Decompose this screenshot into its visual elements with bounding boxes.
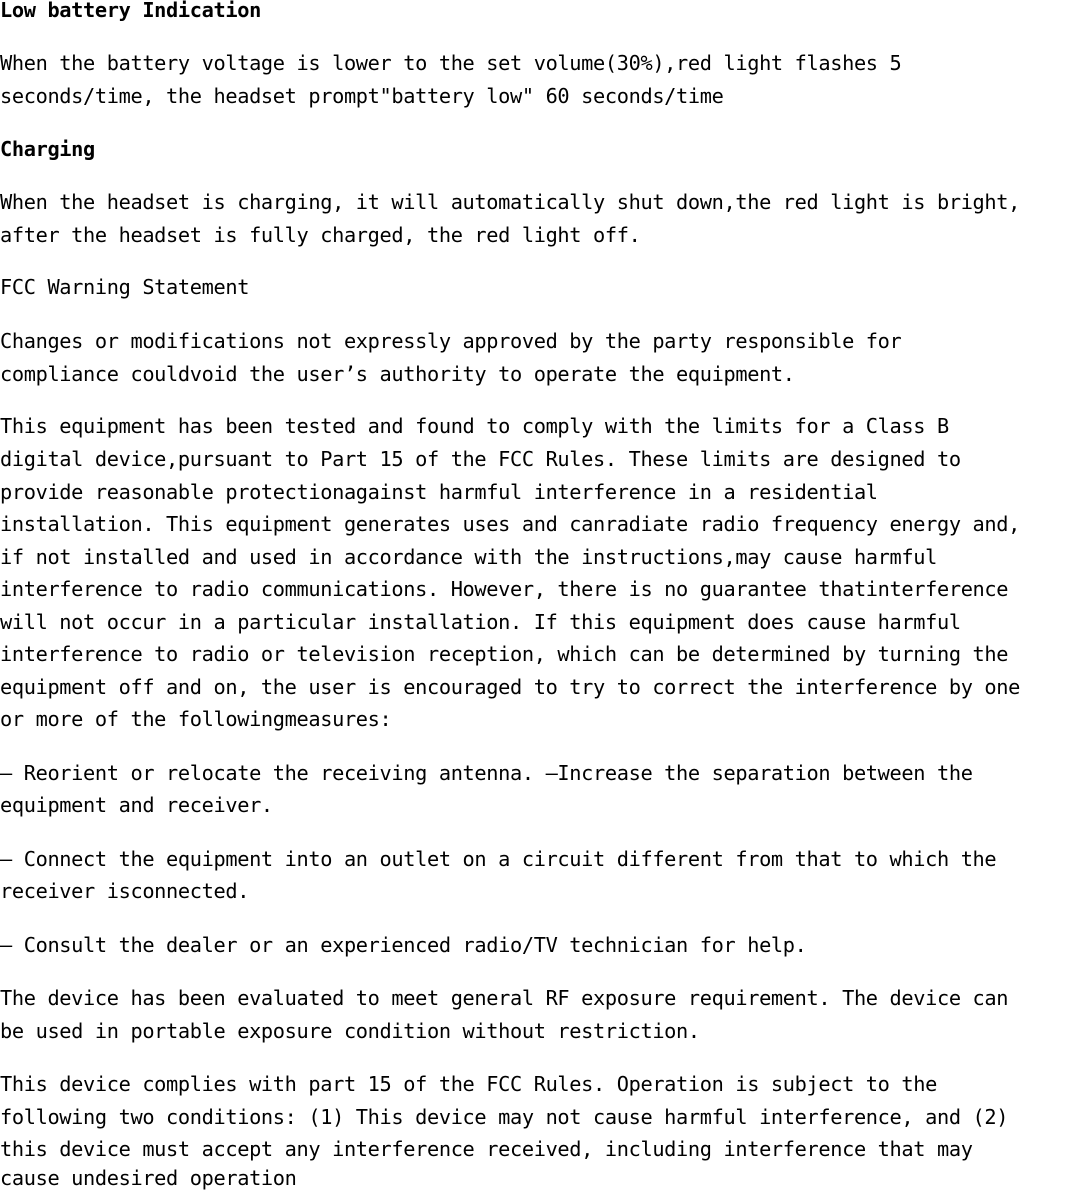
low-battery-heading: Low battery Indication (0, 0, 261, 22)
class-b-paragraph-line: This equipment has been tested and found to comply with the limits for a Class B (0, 414, 949, 438)
class-b-paragraph-line: interference to radio communications. However, there is no guarantee thatinterference (0, 577, 1009, 601)
class-b-paragraph-line: equipment off and on, the user is encouraged to try to correct the interference by one (0, 675, 1020, 699)
rf-exposure-paragraph-line: be used in portable exposure condition without restriction. (0, 1019, 700, 1043)
measure-outlet-line: – Connect the equipment into an outlet on a circuit different from that to which the (0, 847, 997, 871)
charging-paragraph-line: When the headset is charging, it will automatically shut down,the red light is bright, (0, 190, 1020, 214)
charging-paragraph-line: after the headset is fully charged, the red light off. (0, 223, 641, 247)
class-b-paragraph-line: digital device,pursuant to Part 15 of the FCC Rules. These limits are designed to (0, 447, 961, 471)
part15-paragraph-line: cause undesired operation (0, 1166, 297, 1190)
fcc-warning-heading: FCC Warning Statement (0, 275, 250, 299)
measure-outlet-line: receiver isconnected. (0, 879, 250, 903)
part15-paragraph-line: This device complies with part 15 of the FCC Rules. Operation is subject to the (0, 1072, 937, 1096)
changes-paragraph-line: Changes or modifications not expressly approved by the party responsible for (0, 329, 902, 353)
rf-exposure-paragraph-line: The device has been evaluated to meet general RF exposure requirement. The device can (0, 986, 1009, 1010)
measure-reorient-line: – Reorient or relocate the receiving antenna. –Increase the separation between the (0, 761, 973, 785)
part15-paragraph-line: this device must accept any interference received, including interference that may (0, 1137, 973, 1161)
measure-consult-line: – Consult the dealer or an experienced radio/TV technician for help. (0, 933, 807, 957)
class-b-paragraph-line: provide reasonable protectionagainst harmful interference in a residential (0, 480, 878, 504)
class-b-paragraph-line: if not installed and used in accordance with the instructions,may cause harmful (0, 545, 937, 569)
measure-reorient-line: equipment and receiver. (0, 793, 273, 817)
part15-paragraph-line: following two conditions: (1) This device may not cause harmful interference, and (2) (0, 1105, 1009, 1129)
changes-paragraph-line: compliance couldvoid the user’s authority to operate the equipment. (0, 362, 795, 386)
class-b-paragraph-line: or more of the followingmeasures: (0, 707, 392, 731)
low-battery-paragraph-line: seconds/time, the headset prompt"battery low" 60 seconds/time (0, 84, 724, 108)
class-b-paragraph-line: interference to radio or television reception, which can be determined by turning the (0, 642, 1009, 666)
class-b-paragraph-line: installation. This equipment generates uses and canradiate radio frequency energy and, (0, 512, 1020, 536)
low-battery-paragraph-line: When the battery voltage is lower to the set volume(30%),red light flashes 5 (0, 51, 902, 75)
charging-heading: Charging (0, 137, 95, 161)
class-b-paragraph-line: will not occur in a particular installation. If this equipment does cause harmful (0, 610, 961, 634)
